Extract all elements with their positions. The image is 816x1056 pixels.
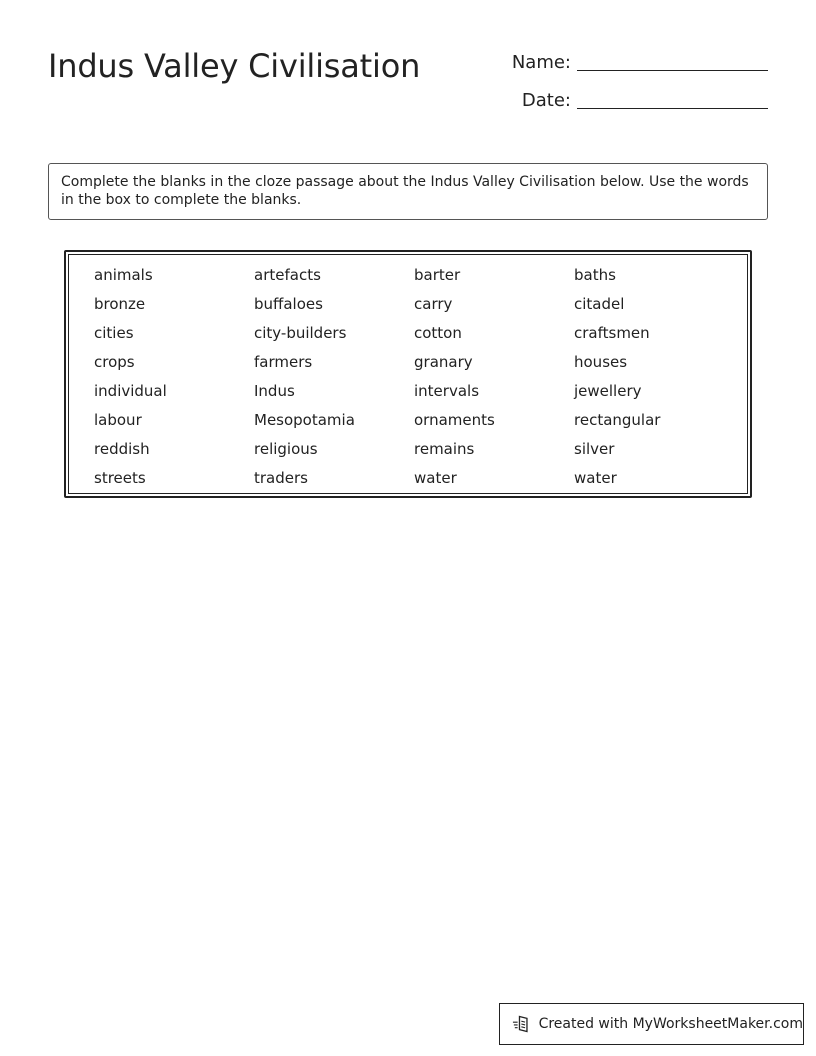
word-bank-item: baths <box>574 266 616 284</box>
word-bank-item: farmers <box>254 353 313 371</box>
name-blank-line[interactable] <box>577 70 768 71</box>
word-bank-item: rectangular <box>574 411 661 429</box>
date-label: Date: <box>521 90 571 111</box>
date-field <box>522 90 768 111</box>
word-bank-item: carry <box>414 295 453 313</box>
page-title: Indus Valley Civilisation <box>48 47 421 85</box>
word-bank-item: citadel <box>574 295 625 313</box>
word-bank-item: granary <box>414 353 473 371</box>
word-bank-inner-border <box>68 254 748 494</box>
word-bank-item: Indus <box>254 382 295 400</box>
word-bank-item: intervals <box>414 382 480 400</box>
footer-text: Created with MyWorksheetMaker.com <box>538 1016 803 1032</box>
footer-credit <box>499 1003 804 1045</box>
word-bank-item: animals <box>94 266 153 284</box>
word-bank-item: city-builders <box>254 324 347 342</box>
word-bank-item: streets <box>94 469 146 487</box>
word-bank-item: craftsmen <box>574 324 650 342</box>
instructions-box <box>48 163 768 220</box>
word-bank-item: houses <box>574 353 628 371</box>
date-blank-line[interactable] <box>577 108 768 109</box>
word-bank-item: jewellery <box>574 382 642 400</box>
instructions-text: Complete the blanks in the cloze passage about the Indus Valley Civilisation below. Use the words in the box to complete the blanks. <box>61 174 749 208</box>
word-bank-item: religious <box>254 440 318 458</box>
word-bank-item: water <box>414 469 457 487</box>
word-bank-item: ornaments <box>414 411 495 429</box>
word-bank-item: Mesopotamia <box>254 411 355 429</box>
word-bank-item: cities <box>94 324 134 342</box>
worksheet-maker-logo-icon <box>512 1013 533 1035</box>
word-bank-item: buffaloes <box>254 295 323 313</box>
word-bank-item: individual <box>94 382 167 400</box>
word-bank-box <box>64 250 752 498</box>
word-bank-item: artefacts <box>254 266 321 284</box>
word-bank-item: crops <box>94 353 135 371</box>
name-label: Name: <box>511 52 571 73</box>
word-bank-item: cotton <box>414 324 462 342</box>
word-bank-item: reddish <box>94 440 150 458</box>
word-bank-item: barter <box>414 266 461 284</box>
word-bank-item: water <box>574 469 617 487</box>
name-field <box>512 52 768 73</box>
word-bank-grid <box>94 264 734 496</box>
word-bank-item: silver <box>574 440 615 458</box>
word-bank-item: traders <box>254 469 308 487</box>
word-bank-item: remains <box>414 440 475 458</box>
word-bank-item: bronze <box>94 295 146 313</box>
word-bank-item: labour <box>94 411 142 429</box>
